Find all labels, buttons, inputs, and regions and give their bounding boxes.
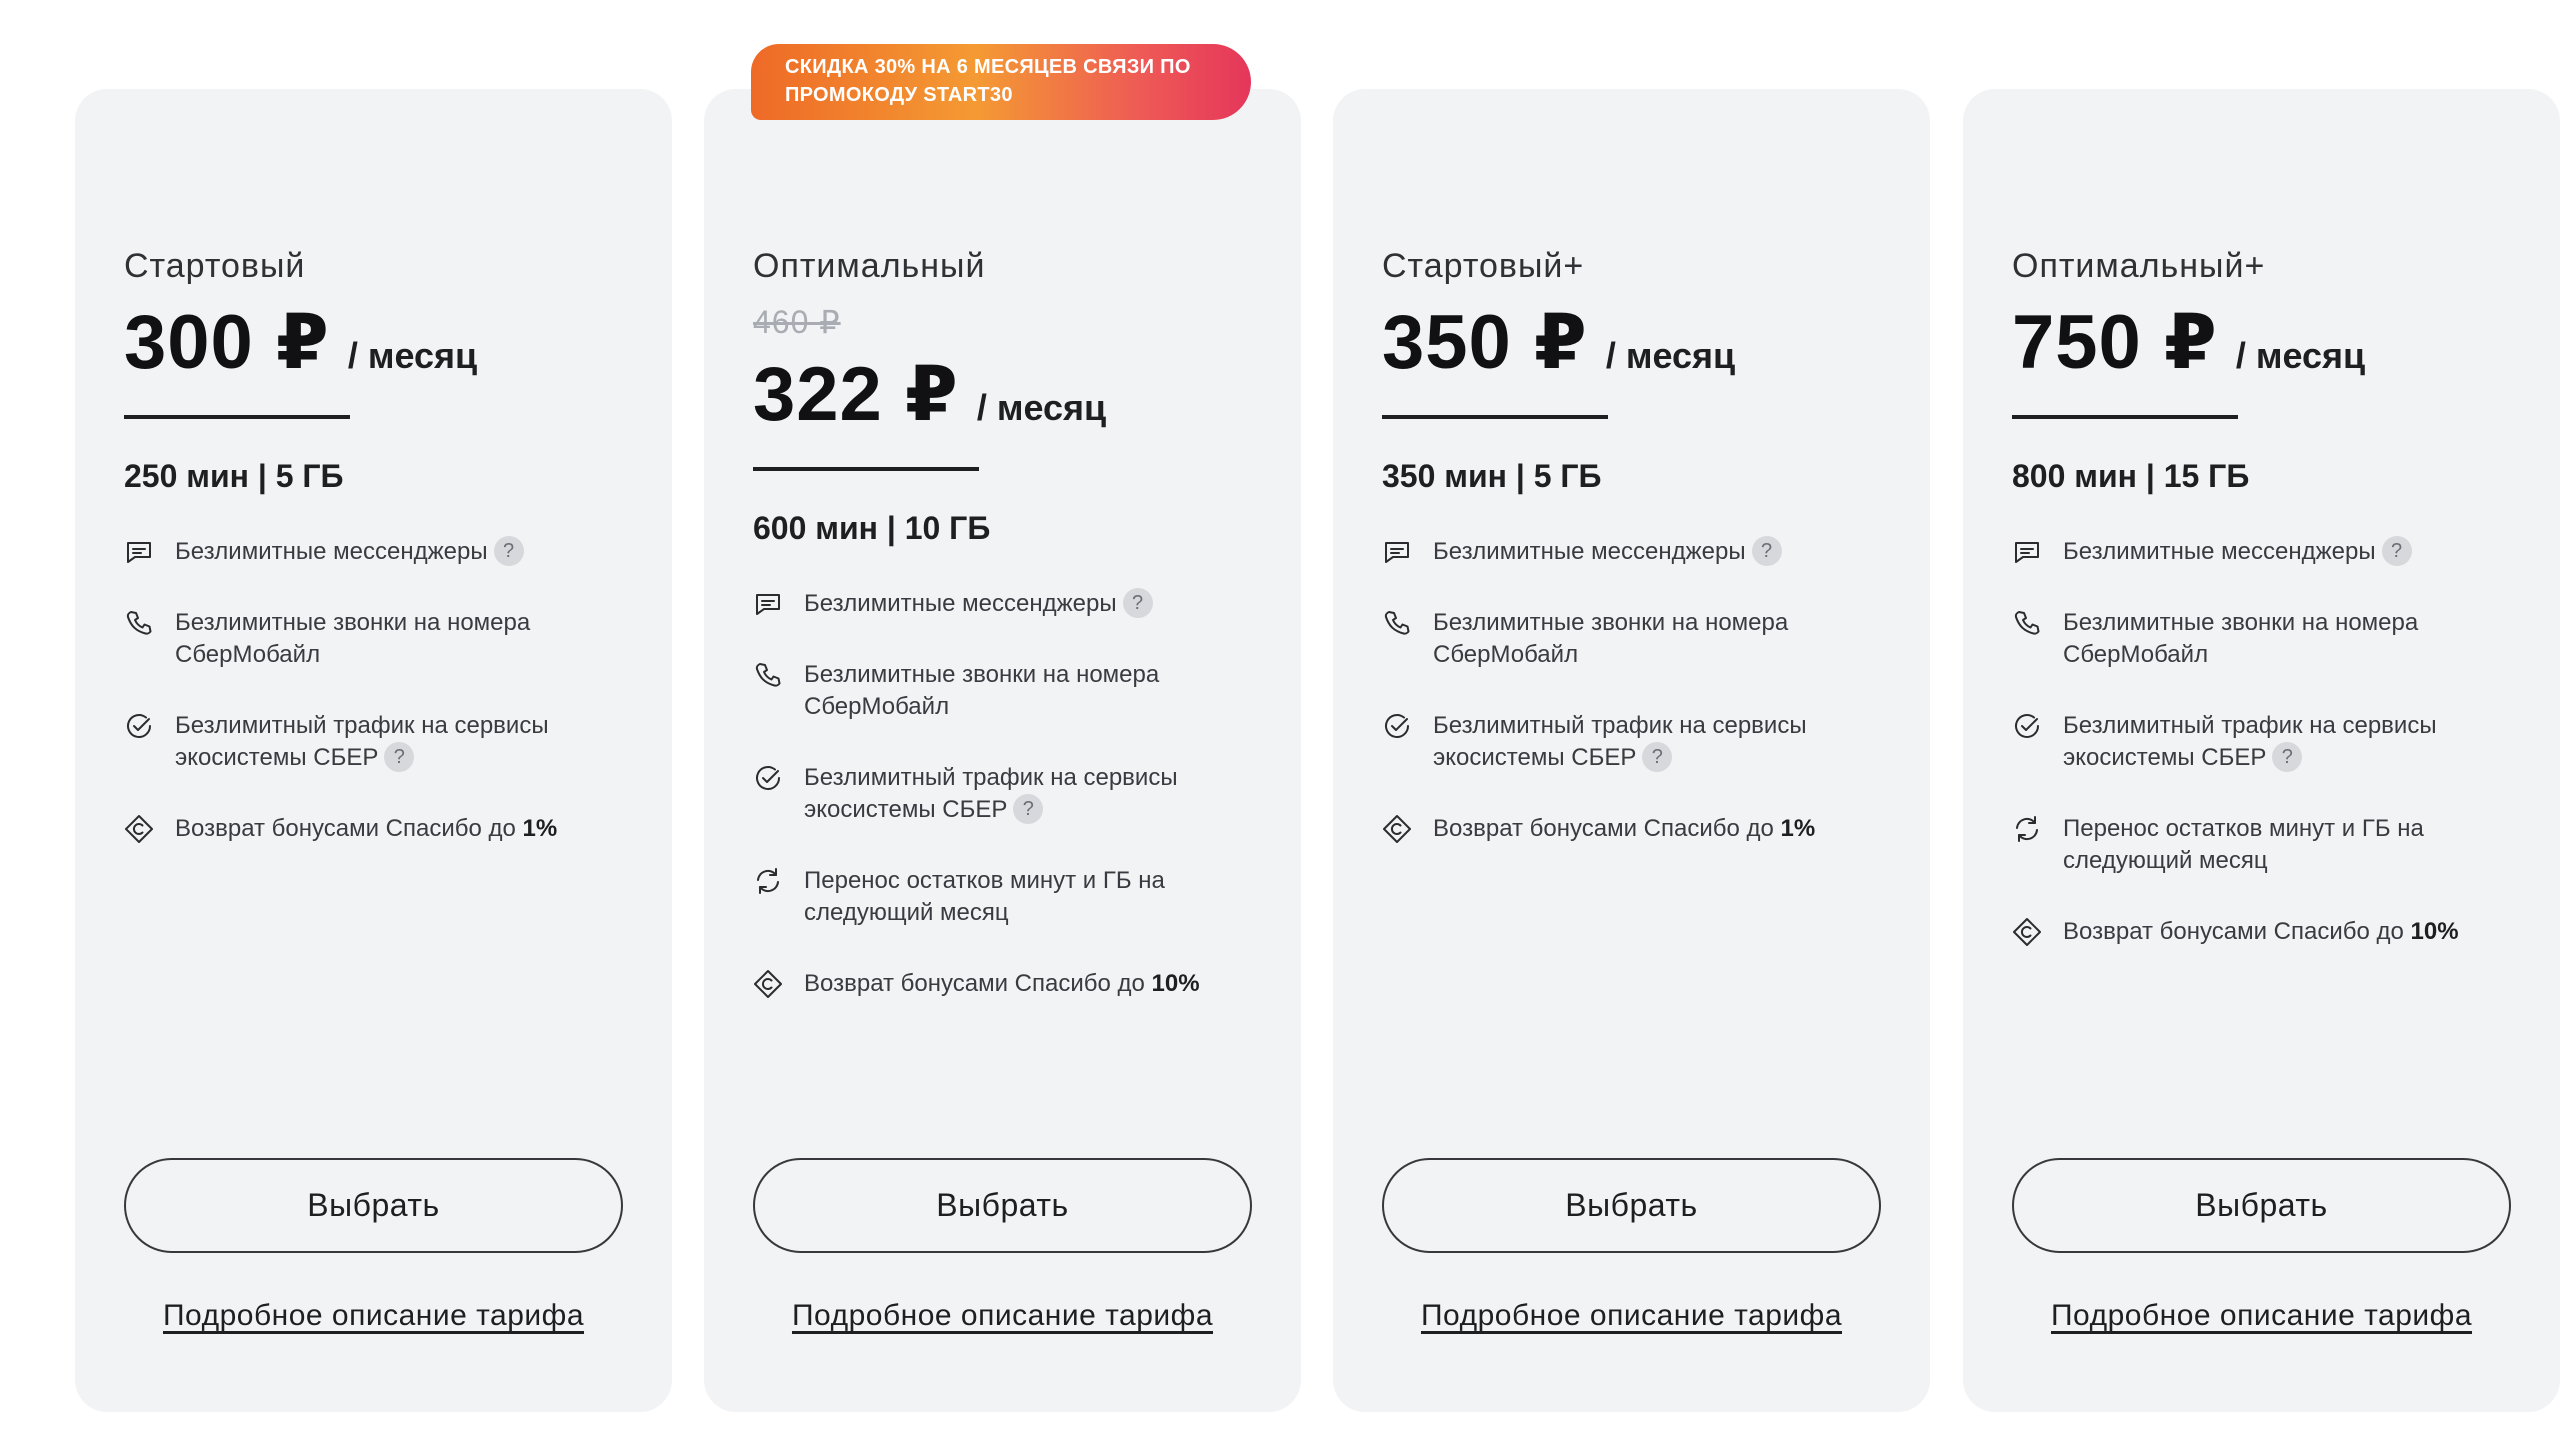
tariff-details-link[interactable]: Подробное описание тарифа [2050, 1299, 2473, 1332]
tariff-details-link[interactable]: Подробное описание тарифа [791, 1299, 1214, 1332]
price-row [2012, 300, 2365, 386]
package-summary: 350 мин | 5 ГБ [1382, 458, 1602, 494]
feature-text: Безлимитные мессенджеры [804, 590, 1117, 617]
tariff-card-optimalnyi [704, 89, 1301, 1412]
tariff-details-link[interactable]: Подробное описание тарифа [1420, 1299, 1843, 1332]
tariff-name: Оптимальный+ [2012, 247, 2266, 285]
feature-item [753, 968, 1223, 1000]
feature-item [753, 762, 1223, 826]
feature-item [124, 710, 594, 774]
price-row [124, 300, 477, 386]
tariff-name: Стартовый [124, 247, 306, 285]
phone-icon [753, 660, 783, 690]
help-icon[interactable]: ? [2272, 742, 2302, 772]
price-divider [2012, 415, 2238, 419]
select-tariff-button[interactable]: Выбрать [753, 1158, 1252, 1253]
feature-text: Возврат бонусами Спасибо до [1433, 815, 1781, 842]
feature-item [2012, 710, 2482, 774]
feature-text: Безлимитные мессенджеры [2063, 538, 2376, 565]
feature-item [2012, 607, 2482, 671]
spasibo-icon [2012, 917, 2042, 947]
feature-item [1382, 536, 1852, 568]
feature-text: Возврат бонусами Спасибо до [2063, 918, 2411, 945]
select-tariff-button[interactable]: Выбрать [2012, 1158, 2511, 1253]
price-row [753, 352, 1106, 438]
feature-list [753, 588, 1223, 1039]
check-circle-icon [1382, 711, 1412, 741]
promo-badge [751, 44, 1251, 120]
price-value: 300 ₽ [124, 300, 330, 385]
spasibo-icon [753, 969, 783, 999]
package-summary: 600 мин | 10 ГБ [753, 510, 991, 546]
help-icon[interactable]: ? [494, 536, 524, 566]
feature-text: Перенос остатков минут и ГБ на следующий месяц [804, 867, 1165, 926]
feature-text: Безлимитные звонки на номера СберМобайл [1433, 609, 1789, 668]
feature-list [124, 536, 594, 884]
price-row [1382, 300, 1735, 386]
price-period: / месяц [1605, 335, 1736, 376]
feature-text: Возврат бонусами Спасибо до [804, 970, 1152, 997]
feature-item [753, 659, 1223, 723]
feature-text: Возврат бонусами Спасибо до [175, 815, 523, 842]
help-icon[interactable]: ? [1123, 588, 1153, 618]
feature-text: Безлимитный трафик на сервисы экосистемы СБЕР [1433, 712, 1807, 771]
feature-text: Безлимитный трафик на сервисы экосистемы СБЕР [804, 764, 1178, 823]
tariff-details-link[interactable]: Подробное описание тарифа [162, 1299, 585, 1332]
feature-list [1382, 536, 1852, 884]
chat-icon [2012, 537, 2042, 567]
feature-item [124, 607, 594, 671]
feature-item [124, 813, 594, 845]
spasibo-icon [1382, 814, 1412, 844]
tariff-name: Оптимальный [753, 247, 986, 285]
feature-item [753, 865, 1223, 929]
tariff-card-startovyi-plus [1333, 89, 1930, 1412]
tariff-name: Стартовый+ [1382, 247, 1585, 285]
chat-icon [124, 537, 154, 567]
old-price: 460 ₽ [753, 304, 841, 340]
price-period: / месяц [976, 387, 1107, 428]
cashback-percent: 1% [1780, 815, 1816, 842]
help-icon[interactable]: ? [384, 742, 414, 772]
package-summary: 800 мин | 15 ГБ [2012, 458, 2250, 494]
feature-item [753, 588, 1223, 620]
cashback-percent: 10% [1151, 970, 1200, 997]
price-period: / месяц [347, 335, 478, 376]
help-icon[interactable]: ? [1642, 742, 1672, 772]
refresh-icon [753, 866, 783, 896]
phone-icon [1382, 608, 1412, 638]
feature-text: Перенос остатков минут и ГБ на следующий месяц [2063, 815, 2424, 874]
feature-item [1382, 710, 1852, 774]
feature-item [2012, 813, 2482, 877]
refresh-icon [2012, 814, 2042, 844]
spasibo-icon [124, 814, 154, 844]
check-circle-icon [2012, 711, 2042, 741]
tariff-card-startovyi [75, 89, 672, 1412]
help-icon[interactable]: ? [1752, 536, 1782, 566]
phone-icon [124, 608, 154, 638]
price-value: 750 ₽ [2012, 300, 2218, 385]
feature-text: Безлимитный трафик на сервисы экосистемы СБЕР [175, 712, 549, 771]
help-icon[interactable]: ? [1013, 794, 1043, 824]
feature-item [124, 536, 594, 568]
price-divider [124, 415, 350, 419]
chat-icon [753, 589, 783, 619]
check-circle-icon [753, 763, 783, 793]
promo-badge-text: СКИДКА 30% НА 6 МЕСЯЦЕВ СВЯЗИ ПО ПРОМОКОДУ START30 [785, 56, 1191, 106]
feature-text: Безлимитные мессенджеры [175, 538, 488, 565]
feature-item [1382, 813, 1852, 845]
select-tariff-button[interactable]: Выбрать [1382, 1158, 1881, 1253]
price-divider [753, 467, 979, 471]
feature-text: Безлимитные звонки на номера СберМобайл [175, 609, 531, 668]
cashback-percent: 10% [2410, 918, 2459, 945]
tariff-card-optimalnyi-plus [1963, 89, 2560, 1412]
feature-text: Безлимитные звонки на номера СберМобайл [2063, 609, 2419, 668]
phone-icon [2012, 608, 2042, 638]
cashback-percent: 1% [522, 815, 558, 842]
price-value: 350 ₽ [1382, 300, 1588, 385]
select-tariff-button[interactable]: Выбрать [124, 1158, 623, 1253]
feature-text: Безлимитные звонки на номера СберМобайл [804, 661, 1160, 720]
price-period: / месяц [2235, 335, 2366, 376]
feature-item [1382, 607, 1852, 671]
price-divider [1382, 415, 1608, 419]
feature-item [2012, 536, 2482, 568]
price-value: 322 ₽ [753, 352, 959, 437]
feature-list [2012, 536, 2482, 987]
feature-text: Безлимитные мессенджеры [1433, 538, 1746, 565]
feature-item [2012, 916, 2482, 948]
check-circle-icon [124, 711, 154, 741]
package-summary: 250 мин | 5 ГБ [124, 458, 344, 494]
chat-icon [1382, 537, 1412, 567]
help-icon[interactable]: ? [2382, 536, 2412, 566]
feature-text: Безлимитный трафик на сервисы экосистемы СБЕР [2063, 712, 2437, 771]
